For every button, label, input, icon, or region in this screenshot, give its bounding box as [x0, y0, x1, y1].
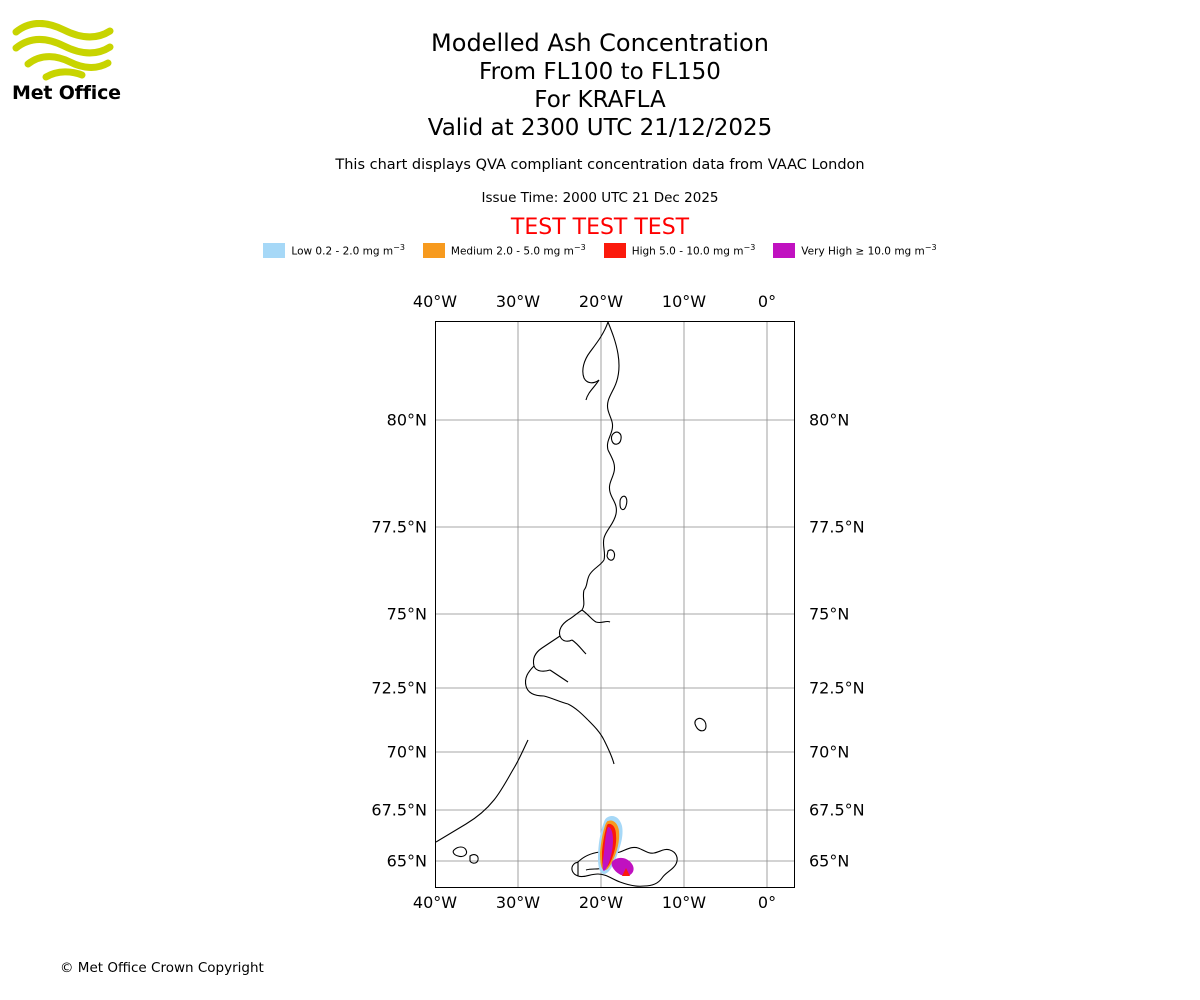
lon-tick-30w-bottom: 30°W — [495, 893, 541, 912]
test-banner: TEST TEST TEST — [510, 215, 690, 240]
lat-tick-80n-right: 80°N — [809, 410, 850, 430]
lon-tick-30w-top: 30°W — [495, 292, 541, 311]
lon-tick-20w-bottom: 20°W — [578, 893, 624, 912]
map-svg — [436, 322, 794, 887]
lat-tick-675n-right: 67.5°N — [809, 800, 865, 820]
legend-label-low: Low 0.2 - 2.0 mg $m^{-3}$ — [291, 243, 405, 258]
lat-tick-75n-right: 75°N — [809, 604, 850, 624]
lat-tick-80n-left: 80°N — [386, 410, 427, 430]
legend-item-medium — [423, 243, 586, 258]
chart-subtitle: This chart displays QVA compliant concentration data from VAAC London — [335, 157, 865, 173]
graticule — [436, 322, 794, 887]
legend-label-high: High 5.0 - 10.0 mg $m^{-3}$ — [631, 243, 756, 258]
legend-item-low — [263, 243, 404, 258]
coastlines — [436, 322, 706, 886]
lat-tick-775n-right: 77.5°N — [809, 517, 865, 537]
issue-time: Issue Time: 2000 UTC 21 Dec 2025 — [481, 190, 719, 206]
lon-tick-10w-top: 10°W — [661, 292, 707, 311]
lat-tick-65n-right: 65°N — [809, 851, 850, 871]
legend-label-medium: Medium 2.0 - 5.0 mg $m^{-3}$ — [450, 243, 586, 258]
lon-tick-20w-top: 20°W — [578, 292, 624, 311]
title-line-3: For KRAFLA — [534, 87, 666, 113]
legend-swatch-medium — [423, 243, 445, 258]
legend-item-high — [604, 243, 756, 258]
lon-tick-40w-bottom: 40°W — [412, 893, 458, 912]
lon-tick-10w-bottom: 10°W — [661, 893, 707, 912]
lat-tick-70n-right: 70°N — [809, 742, 850, 762]
lon-tick-40w-top: 40°W — [412, 292, 458, 311]
title-line-2: From FL100 to FL150 — [479, 59, 721, 85]
lat-tick-675n-left: 67.5°N — [371, 800, 427, 820]
met-office-logo-text: Met Office — [12, 82, 121, 104]
legend — [0, 243, 1200, 258]
lat-tick-775n-left: 77.5°N — [371, 517, 427, 537]
legend-item-very-high — [773, 243, 936, 258]
map-plot-area[interactable] — [435, 321, 795, 888]
legend-swatch-high — [604, 243, 626, 258]
lat-tick-75n-left: 75°N — [386, 604, 427, 624]
lat-tick-725n-right: 72.5°N — [809, 678, 865, 698]
lat-tick-65n-left: 65°N — [386, 851, 427, 871]
copyright-text: © Met Office Crown Copyright — [60, 960, 264, 976]
page-title — [0, 28, 1200, 142]
title-line-1: Modelled Ash Concentration — [431, 29, 769, 57]
title-line-4: Valid at 2300 UTC 21/12/2025 — [427, 115, 773, 141]
legend-label-very-high: Very High ≥ 10.0 mg $m^{-3}$ — [801, 243, 937, 258]
lon-tick-0-top: 0° — [757, 292, 777, 311]
legend-swatch-low — [263, 243, 285, 258]
lat-tick-725n-left: 72.5°N — [371, 678, 427, 698]
lon-tick-0-bottom: 0° — [757, 893, 777, 912]
map-container — [371, 292, 865, 912]
legend-swatch-very-high — [773, 243, 795, 258]
lat-tick-70n-left: 70°N — [386, 742, 427, 762]
